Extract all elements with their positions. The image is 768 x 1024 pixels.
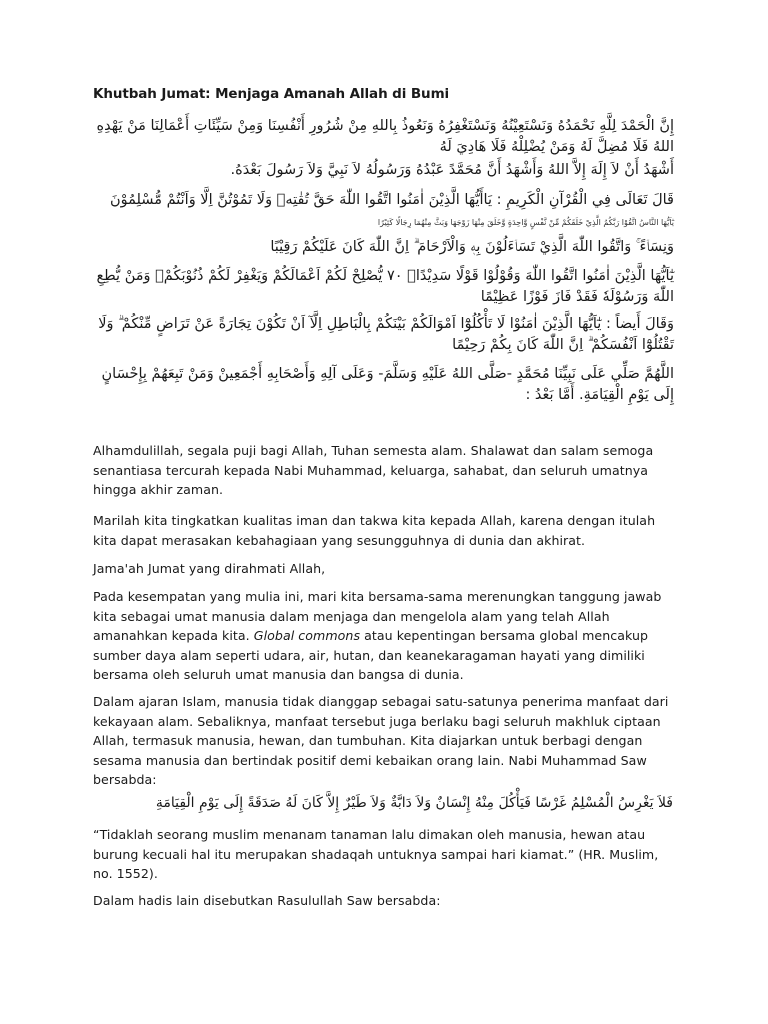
arabic-quran-al-ahzab: يٰٓاَيُّهَا الَّذِيْنَ اٰمَنُوا اتَّقُوا اللّٰهَ وَقُوْلُوْا قَوْلًا سَدِيْدًاۙ ٧٠ يُّصْلِحْ لَكُمْ اَعْمَالَكُمْ وَيَغْفِرْ لَكُمْ ذُنُوْبَكُمْۗ وَمَنْ يُّطِعِ اللّٰهَ وَرَسُوْلَهٗ فَقَدْ فَازَ فَوْزًا عَظِيْمًا — [96, 268, 674, 305]
arabic-quran-an-nisa: وَنِسَاۤءً ۚ وَاتَّقُوا اللّٰهَ الَّذِيْ تَسَاۤءَلُوْنَ بِهٖ وَالْاَرْحَامَ ۗ اِنَّ اللّٰهَ كَانَ عَلَيْكُمْ رَقِيْبًا — [270, 239, 674, 255]
arabic-opening-praise: إِنَّ الْحَمْدَ لِلَّهِ نَحْمَدُهُ وَنَسْتَعِيْنُهُ وَنَسْتَغْفِرُهُ وَنَعُوذُ بِاللهِ مِنْ شُرُورِ أَنْفُسِنَا وَمِنْ سَيِّئَاتِ أَعْمَالِنَا مَنْ يَهْدِهِ اللهُ فَلَا مُضِلَّ لَهُ وَمَنْ يُضْلِلْهُ فَلَا هَادِيَ لَهُ — [96, 118, 674, 155]
arabic-shalawat: اللَّهُمَّ صَلِّي عَلَى نَبِيِّنَا مُحَمَّدٍ -صَلَّى اللهُ عَلَيْهِ وَسَلَّمَ- وَعَلَى آلِهِ وَأَصْحَابِهِ أَجْمَعِينْ وَمَنْ تَبِعَهُمْ بِإِحْسَانٍ إِلَى يَوْمِ الْقِيَامَةِ. أَمَّا بَعْدُ : — [101, 366, 674, 403]
paragraph-islam-teaching: Dalam ajaran Islam, manusia tidak dianggap sebagai satu-satunya penerima manfaat dari kekayaan alam. Sebaliknya, manfaat tersebut juga berlaku bagi seluruh makhluk ciptaan Allah, termasuk manusia, hewan, dan tumbuhan. Kita diajarkan untuk berbagi dengan sesama manusia dan bertindak positif demi kebaikan orang lain. Nabi Muhammad Saw bersabda: — [93, 694, 669, 787]
paragraph-text: atau kepentingan bersama global mencakup sumber daya alam seperti udara, air, hutan, dan keanekaragaman hayati yang dimiliki bersama oleh seluruh umat manusia dan bangsa di dunia. — [93, 628, 649, 682]
document-title: Khutbah Jumat: Menjaga Amanah Allah di Bumi — [93, 86, 450, 102]
arabic-quran-an-nisa-29: وَقَالَ أَيضاً : يٰٓاَيُّهَا الَّذِيْنَ اٰمَنُوْا لَا تَأْكُلُوْٓا اَمْوَالَكُمْ بَيْنَكُمْ بِالْبَاطِلِ اِلَّآ اَنْ تَكُوْنَ تِجَارَةً عَنْ تَرَاضٍ مِّنْكُمْ ۗ وَلَا تَقْتُلُوْٓا اَنْفُسَكُمْ ۗ اِنَّ اللّٰهَ كَانَ بِكُمْ رَحِيْمًا — [98, 316, 674, 353]
arabic-shahada: أَشْهَدُ أَنْ لاَ إِلَهَ إِلاَّ اللهُ وَأَشْهَدُ أَنَّ مُحَمَّدً عَبْدُهُ وَرَسُولُهُ لاَ نَبِيَّ وَلاَ رَسُولَ بَعْدَهُ. — [230, 162, 674, 178]
arabic-quran-an-nisa-small: يٰٓاَيُّهَا النَّاسُ اتَّقُوْا رَبَّكُمُ الَّذِيْ خَلَقَكُمْ مِّنْ نَّفْسٍ وَّاحِدَةٍ وَّخَلَقَ مِنْهَا زَوْجَهَا وَبَثَّ مِنْهُمَا رِجَالًا كَثِيْرًا — [377, 218, 674, 227]
paragraph-global-commons — [93, 587, 678, 685]
paragraph-opening: Alhamdulillah, segala puji bagi Allah, Tuhan semesta alam. Shalawat dan salam semoga senantiasa tercurah kepada Nabi Muhammad, keluarga, sahabat, dan seluruh umatnya hingga akhir zaman. — [93, 443, 654, 497]
italic-term: Global commons — [253, 628, 361, 643]
paragraph-taqwa: Marilah kita tingkatkan kualitas iman dan takwa kita kepada Allah, karena dengan itulah kita dapat merasakan kebahagiaan yang sesungguhnya di dunia dan akhirat. — [93, 513, 656, 548]
paragraph-text: Pada kesempatan yang mulia ini, mari kita bersama-sama merenungkan tanggung jawab kita sebagai umat manusia dalam menjaga dan mengelola alam yang telah Allah amanahkan kepada kita. — [93, 589, 662, 643]
hadith-translation: “Tidaklah seorang muslim menanam tanaman lalu dimakan oleh manusia, hewan atau burung kecuali hal itu merupakan shadaqah untuknya sampai hari kiamat.” (HR. Muslim, no. 1552). — [93, 827, 659, 881]
paragraph-greeting: Jama'ah Jumat yang dirahmati Allah, — [93, 561, 326, 576]
hadith-arabic: فَلاَ يَغْرِسُ الْمُسْلِمُ غَرْسًا فَيَأْكُلَ مِنْهُ إِنْسَانٌ وَلاَ دَابَّةٌ وَلاَ طَيْرٌ إِلاَّ كَانَ لَهُ صَدَقَةً إِلَى يَوْمِ الْقِيَامَةِ — [155, 795, 673, 811]
arabic-quran-ali-imran: قَالَ تَعَالَى فِي الْقُرْآنِ الْكَرِيمِ : يَاأَيُّهَا الَّذِيْنَ اٰمَنُوا اتَّقُوا اللّٰهَ حَقَّ تُقٰتِهٖ وَلَا تَمُوْتُنَّ اِلَّا وَاَنْتُمْ مُّسْلِمُوْنَ — [109, 192, 674, 208]
paragraph-next-hadith: Dalam hadis lain disebutkan Rasulullah Saw bersabda: — [93, 893, 441, 908]
